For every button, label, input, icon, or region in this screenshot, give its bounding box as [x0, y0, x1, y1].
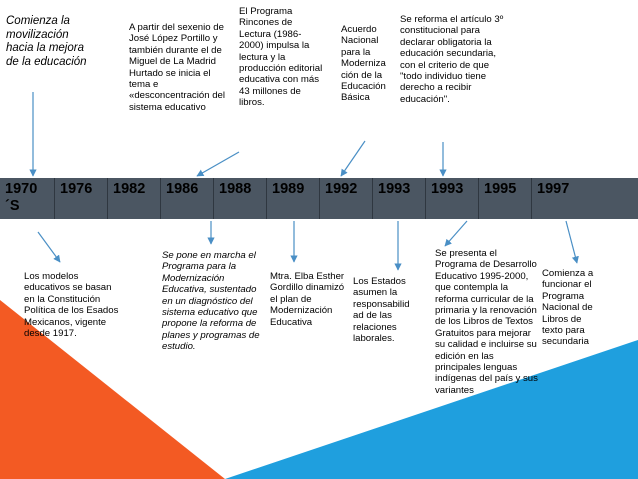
event-bottom-1992: Los Estados asumen la responsabilidad de las relaciones laborales.	[353, 276, 410, 345]
event-bottom-1986: Se pone en marcha el Programa para la Modernización Educativa, sustentado en un diagnóstico del sistema educativo que propone la reforma de planes y programas de estudio.	[162, 250, 260, 353]
event-bottom-1997: Comienza a funcionar el Programa Nacional de Libros de texto para secundaria	[542, 268, 594, 348]
event-top-1970: Comienza la movilización hacia la mejora de la educación	[6, 15, 87, 68]
year-cell: 1992	[320, 178, 373, 219]
year-cell: 1993	[426, 178, 479, 219]
year-cell: 1982	[108, 178, 161, 219]
event-bottom-1989: Mtra. Elba Esther Gordillo dinamizó el plan de Modernización Educativa	[270, 271, 345, 328]
year-cell: 1988	[214, 178, 267, 219]
event-bottom-1995: Se presenta el Programa de Desarrollo Educativo 1995-2000, que contempla la reforma curricular de la primaria y la renovación de los Libros de Textos Gratuitos para mejorar su calidad e incluirse su edición en las principales lenguas indígenas del país y sus variantes	[435, 248, 538, 396]
year-cell: 1997	[537, 181, 570, 197]
event-bottom-1970: Los modelos educativos se basan en la Constitución Política de los Esados Mexicanos, vigente desde 1917.	[24, 271, 119, 340]
year-cell: 1989	[267, 178, 320, 219]
year-cell: 1993	[373, 178, 426, 219]
event-top-1982: A partir del sexenio de José López Portillo y también durante el de Miguel de La Madrid Hurtado se inicia el tema e «desconcentración del sistema educativo	[129, 22, 226, 113]
year-cell: 1995	[479, 178, 532, 219]
year-cell: 1970 ´S	[0, 178, 55, 219]
year-cell: 1976	[55, 178, 108, 219]
blue-triangle	[225, 340, 638, 479]
event-top-1986: El Programa Rincones de Lectura (1986-2000) impulsa la lectura y la producción editorial educativa con más 43 millones de libros.	[239, 6, 323, 109]
event-top-1992: Acuerdo Nacional para la Modernización de la Educación Básica	[341, 24, 386, 104]
year-cell: 1986	[161, 178, 214, 219]
event-top-1993: Se reforma el artículo 3º constitucional para declarar obligatoria la educación secundaria, con el criterio de que "todo individuo tiene derecho a recibir educación".	[400, 14, 504, 105]
